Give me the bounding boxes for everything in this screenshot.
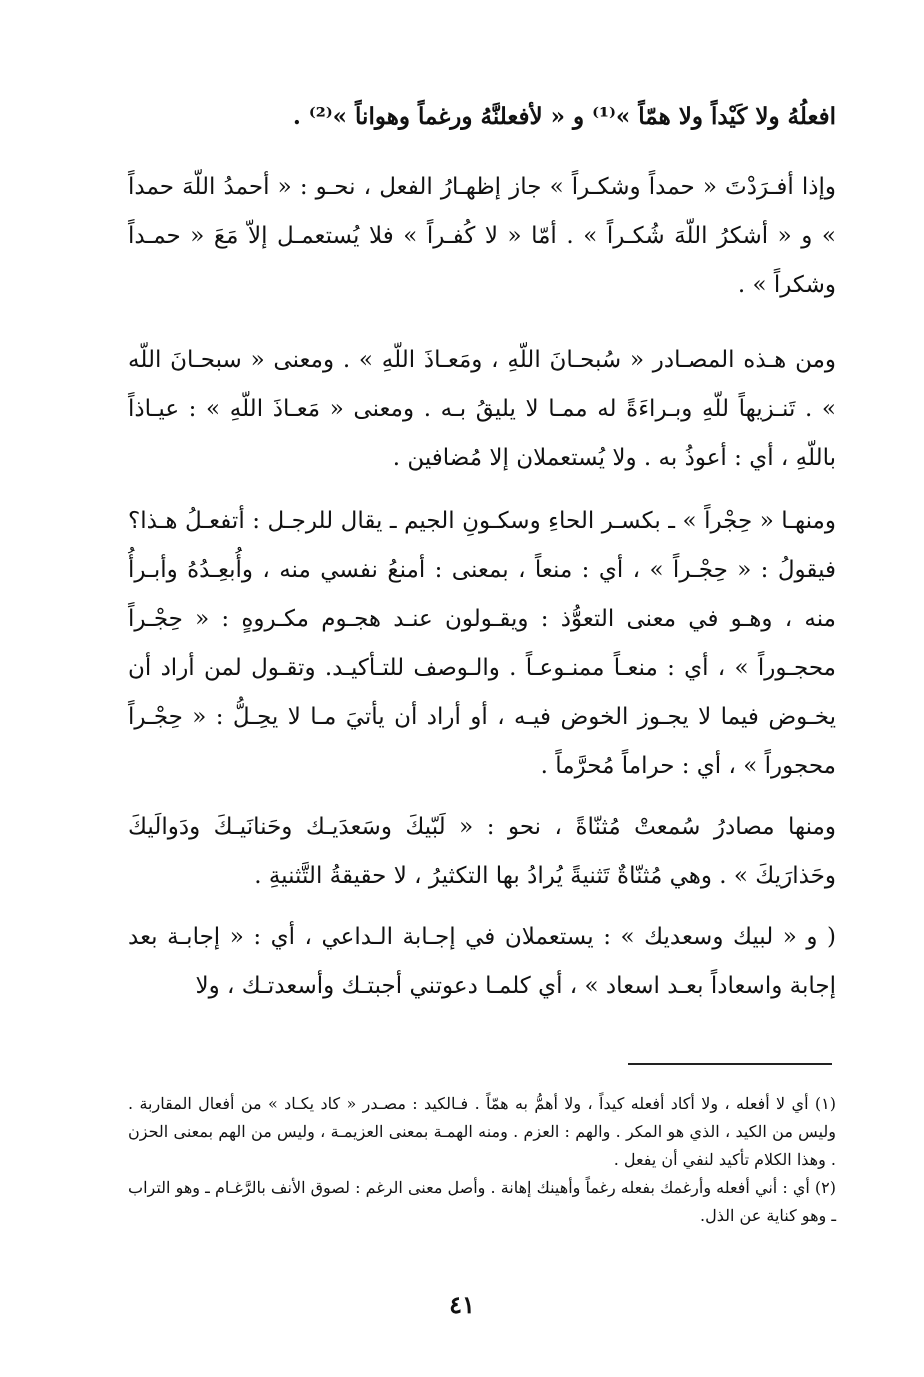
main-text	[128, 92, 836, 1011]
footnote-1: (١) أي لا أفعله ، ولا أكاد أفعله كيداً ، ولا أهمُّ به همّاً . فـالكيد : مصـدر « كاد يكـاد » من أفعال المقاربة . وليس من الكيد ، الذي هو المكر . والهم : العزم . ومنه الهمـة بمعنى العزيمـة ، وليس من الهم بمعنى الحزن . وهذا الكلام تأكيد لنفي أن يفعل .	[128, 1094, 837, 1169]
footnote-separator	[628, 1063, 832, 1065]
page-number: ٤١	[449, 1290, 475, 1319]
paragraph-1: افعلُهُ ولا كَيْداً ولا همّاً »⁽¹⁾ و « لأفعلنَّهُ ورغماً وهواناً »⁽²⁾ .	[292, 103, 836, 130]
paragraph-3: ومن هـذه المصـادر « سُبحـانَ اللّهِ ، ومَعـاذَ اللّهِ » . ومعنى « سبحـانَ اللّه » . تَنـزيهاً للّهِ وبـراءَةً له ممـا لا يليقُ بـه . ومعنى « مَعـاذَ اللّهِ » : عيـاذاً باللّهِ ، أي : أعوذُ به . ولا يُستعملان إلا مُضافين .	[128, 347, 836, 471]
footnote-2: (٢) أي : أني أفعله وأرغمك بفعله رغماً وأهينك إهانة . وأصل معنى الرغم : لصوق الأنف بالرَّغـام ـ وهو التراب ـ وهو كناية عن الذل.	[128, 1178, 837, 1225]
paragraph-4: ومنهـا « حِجْراً » ـ بكسـر الحاءِ وسكـونِ الجيم ـ يقال للرجـل : أتفعـلُ هـذا؟ فيقولُ : « حِجْـراً » ، أي : منعاً ، بمعنى : أمنعُ نفسي منه ، وأُبعِـدُهُ وأبـرأُ منه ، وهـو في معنى التعوُّذ : ويقـولون عنـد هجـوم مكـروهٍ : « حِجْـراً محجـوراً » ، أي : منعـاً ممنـوعـاً . والـوصف للتـأكيـد. وتقـول لمن أراد أن يخـوض فيما لا يجـوز الخوض فيـه ، أو أراد أن يأتيَ مـا لا يحِـلُّ : « حِجْـراً محجوراً » ، أي : حراماً مُحرَّماً .	[128, 508, 836, 779]
paragraph-5: ومنها مصادرُ سُمعتْ مُثنّاةً ، نحو : « لَبّيكَ وسَعدَيـك وحَنانَيـكَ ودَوالَيكَ وحَذارَيكَ » . وهي مُثنّاةٌ تَثنيةً يُرادُ بها التكثيرُ ، لا حقيقةُ التَّثنيةِ .	[128, 814, 836, 889]
footnotes	[128, 1090, 836, 1230]
paragraph-6: ( و « لبيك وسعديك » : يستعملان في إجـابة الـداعي ، أي : « إجابـة بعد إجابة واسعاداً بعـد اسعاد » ، أي كلمـا دعوتني أجبتـك وأسعدتـك ، ولا	[128, 924, 836, 999]
paragraph-2: وإذا أفـرَدْتَ « حمداً وشكـراً » جاز إظهـارُ الفعل ، نحـو : « أحمدُ اللّهَ حمداً » و « أشكرُ اللّهَ شُكـراً » . أمّا « لا كُفـراً » فلا يُستعمـل إلاّ مَعَ « حمـداً وشكراً » .	[128, 174, 836, 298]
